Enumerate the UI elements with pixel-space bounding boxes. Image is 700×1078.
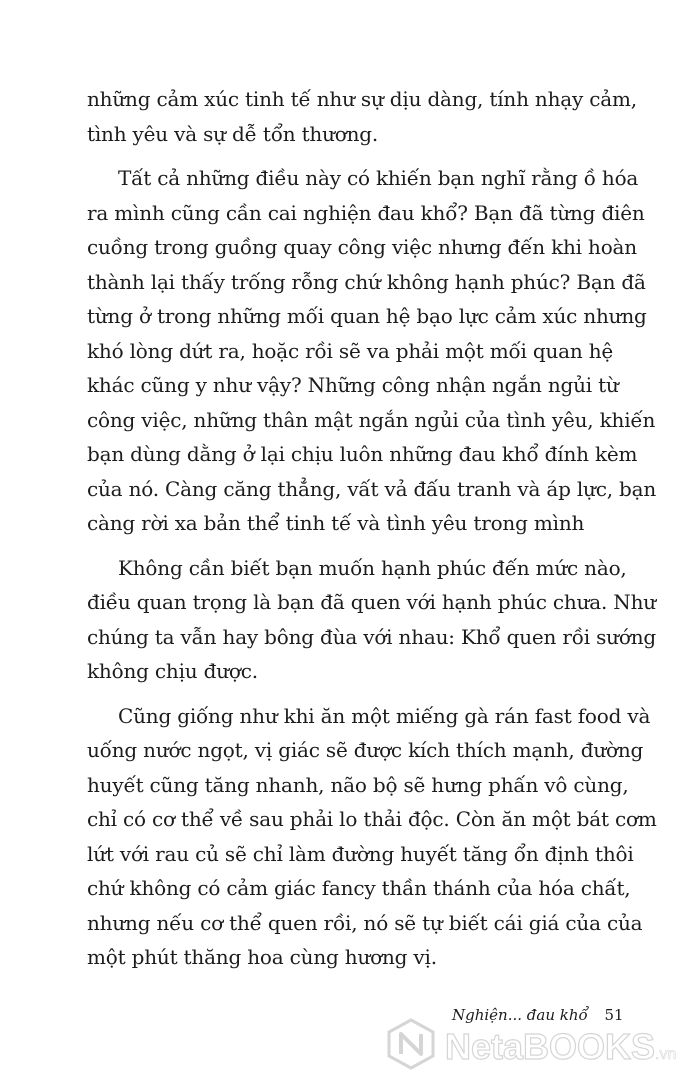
text-line: lứt với rau củ sẽ chỉ làm đường huyết tăng ổn định thôi xyxy=(87,841,634,866)
text-line: công việc, những thân mật ngắn ngủi của tình yêu, khiến xyxy=(87,407,656,432)
text-line: chỉ có cơ thể về sau phải lo thải độc. Còn ăn một bát cơm xyxy=(87,807,657,831)
page-number: 51 xyxy=(604,1006,624,1024)
text-line: càng rời xa bản thể tinh tế và tình yêu trong mình xyxy=(87,511,585,535)
watermark-suffix: .vn xyxy=(655,1046,677,1063)
text-line: huyết cũng tăng nhanh, não bộ sẽ hưng phấn vô cùng, xyxy=(87,772,629,797)
text-line: không chịu được. xyxy=(87,659,258,683)
text-line: ra mình cũng cần cai nghiện đau khổ? Bạn đã từng điên xyxy=(87,200,645,225)
text-line: khó lòng dứt ra, hoặc rồi sẽ va phải một mối quan hệ xyxy=(87,338,614,363)
running-title: Nghiện... đau khổ xyxy=(452,1006,588,1024)
text-line: Tất cả những điều này có khiến bạn nghĩ rằng ồ hóa xyxy=(118,166,639,190)
text-line: cuồng trong guồng quay công việc nhưng đến khi hoàn xyxy=(87,235,637,259)
text-line: tình yêu và sự dễ tổn thương. xyxy=(87,121,379,146)
paragraph xyxy=(87,551,656,689)
text-line: điều quan trọng là bạn đã quen với hạnh phúc chưa. Như xyxy=(87,590,656,614)
text-line: uống nước ngọt, vị giác sẽ được kích thích mạnh, đường xyxy=(87,738,644,762)
text-line: những cảm xúc tinh tế như sự dịu dàng, tính nhạy cảm, xyxy=(87,87,637,111)
text-line: bạn dùng dằng ở lại chịu luôn những đau khổ đính kèm xyxy=(87,442,638,466)
watermark xyxy=(385,1012,697,1076)
text-line: Không cần biết bạn muốn hạnh phúc đến mức nào, xyxy=(118,555,627,580)
text-line: của nó. Càng căng thẳng, vất vả đấu tranh và áp lực, bạn xyxy=(87,476,657,501)
text-line: từng ở trong những mối quan hệ bạo lực cảm xúc nhưng xyxy=(87,304,647,328)
text-line: khác cũng y như vậy? Những công nhận ngắn ngủi từ xyxy=(87,373,619,397)
netabooks-logo-icon xyxy=(385,1018,437,1070)
paragraph xyxy=(87,161,657,541)
paragraph xyxy=(87,82,647,151)
watermark-brand: NetaBOOKS xyxy=(445,1026,656,1067)
text-line: chúng ta vẫn hay bông đùa với nhau: Khổ quen rồi sướng xyxy=(87,624,656,649)
text-line: Cũng giống như khi ăn một miếng gà rán fast food và xyxy=(118,703,651,728)
body-text xyxy=(87,82,657,975)
text-line: chứ không có cảm giác fancy thần thánh của hóa chất, xyxy=(87,876,631,900)
text-line: một phút thăng hoa cùng hương vị. xyxy=(87,945,437,969)
watermark-text xyxy=(445,1026,676,1068)
text-line: nhưng nếu cơ thể quen rồi, nó sẽ tự biết cái giá của của xyxy=(87,910,643,935)
text-line: thành lại thấy trống rỗng chứ không hạnh phúc? Bạn đã xyxy=(87,269,646,294)
paragraph xyxy=(87,699,657,975)
